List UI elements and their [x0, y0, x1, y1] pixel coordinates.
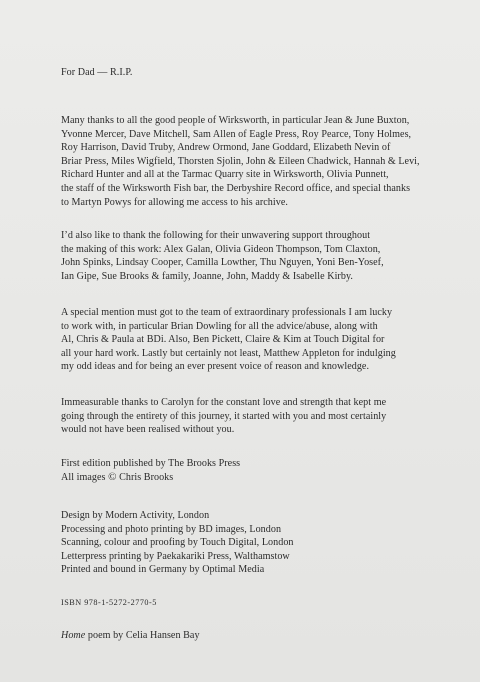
credit-line: Processing and photo printing by BD images, London [61, 523, 282, 535]
credit-line: Letterpress printing by Paekakariki Press, Walthamstow [61, 550, 290, 562]
credit-line: Printed and bound in Germany by Optimal Media [61, 564, 265, 576]
text-line: going through the entirety of this journey, it started with you and most certainly [61, 410, 387, 422]
copyright-prefix: All images [61, 471, 106, 483]
text-line: Yvonne Mercer, Dave Mitchell, Sam Allen of Eagle Press, Roy Pearce, Tony Holmes, [61, 128, 412, 140]
text-line: my odd ideas and for being an ever present voice of reason and knowledge. [61, 361, 370, 373]
text-line: all your hard work. Lastly but certainly not least, Matthew Appleton for indulging [61, 347, 396, 359]
text-line: Roy Harrison, David Truby, Andrew Ormond, Jane Goddard, Elizabeth Nevin of [61, 142, 391, 154]
text-line: Immeasurable thanks to Carolyn for the constant love and strength that kept me [61, 397, 387, 408]
text-line: Al, Chris & Paula at BDi. Also, Ben Pickett, Claire & Kim at Touch Digital for [61, 334, 385, 346]
text-line: Many thanks to all the good people of Wirksworth, in particular Jean & June Buxton, [61, 115, 410, 126]
poem-author: poem by Celia Hansen Bay [87, 630, 200, 641]
acknowledgements-paragraph-3 [61, 306, 441, 374]
isbn [61, 596, 441, 610]
text-line: Ian Gipe, Sue Brooks & family, Joanne, John, Maddy & Isabelle Kirby. [61, 270, 353, 282]
text-line: to Martyn Powys for allowing me access to his archive. [61, 196, 288, 208]
credit-line: Scanning, colour and proofing by Touch Digital, London [61, 537, 294, 549]
text-line: A special mention must got to the team of extraordinary professionals I am lucky [61, 307, 393, 318]
poem-title: Home [61, 630, 86, 641]
poem-credit-line [61, 629, 441, 643]
text-line: the making of this work: Alex Galan, Olivia Gideon Thompson, Tom Claxton, [61, 243, 381, 255]
text-line: Richard Hunter and all at the Tarmac Quarry site in Wirksworth, Olivia Punnett, [61, 169, 389, 181]
text-line: John Spinks, Lindsay Cooper, Camilla Lowther, Thu Nguyen, Yoni Ben-Yosef, [61, 257, 384, 269]
text-line: to work with, in particular Brian Dowling for all the advice/abuse, along with [61, 320, 378, 332]
poem-credit [61, 629, 441, 643]
edition-info [61, 457, 441, 484]
text-line: would not have been realised without you. [61, 424, 235, 436]
text-line: I’d also like to thank the following for their unwavering support throughout [61, 230, 371, 241]
copyright-line [61, 471, 441, 485]
isbn-text: ISBN 978-1-5272-2770-5 [61, 598, 157, 607]
publisher-line: First edition published by The Brooks Press [61, 458, 241, 469]
copyright-symbol: © [108, 470, 117, 483]
dedication [61, 66, 441, 80]
copyright-holder: Chris Brooks [119, 471, 174, 483]
credit-line: Design by Modern Activity, London [61, 510, 210, 521]
acknowledgements-paragraph-4 [61, 396, 441, 437]
text-line: Briar Press, Miles Wigfield, Thorsten Sjolin, John & Eileen Chadwick, Hannah & Levi, [61, 155, 420, 167]
acknowledgements-paragraph-2 [61, 229, 441, 283]
acknowledgements-paragraph-1 [61, 114, 441, 209]
production-credits [61, 509, 441, 577]
text-line: the staff of the Wirksworth Fish bar, the Derbyshire Record office, and special thanks [61, 182, 411, 194]
dedication-text: For Dad — R.I.P. [61, 67, 133, 78]
